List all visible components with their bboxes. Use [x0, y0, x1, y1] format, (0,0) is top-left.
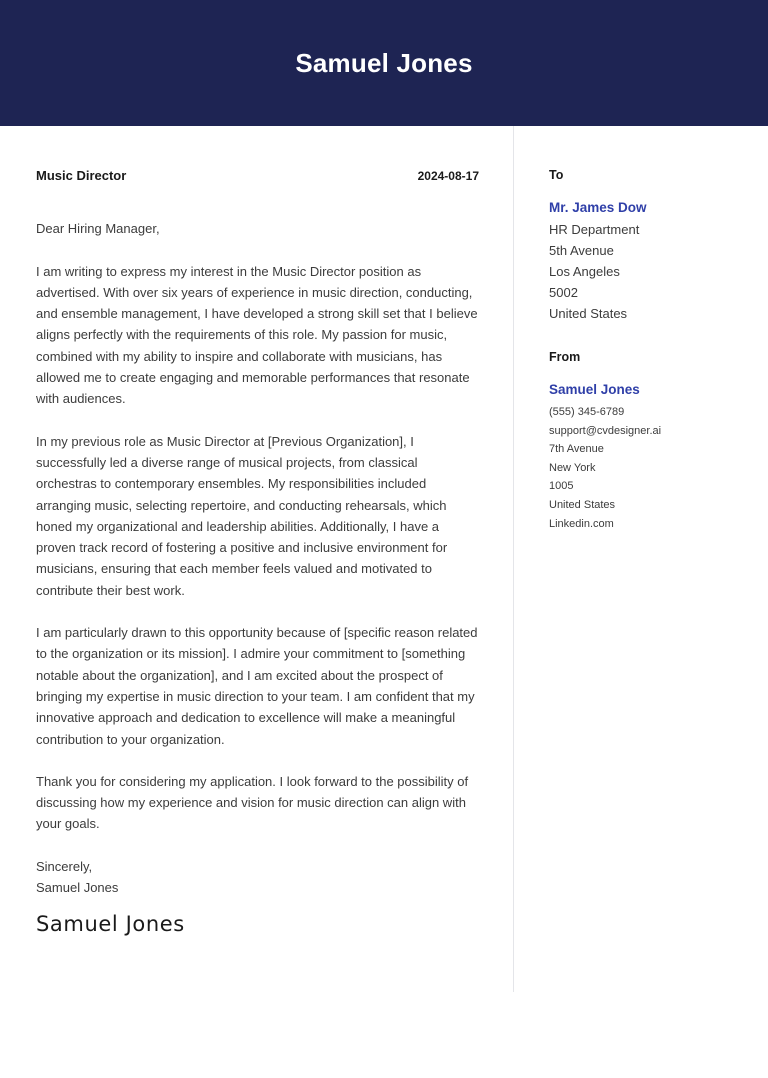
signature: Samuel Jones: [36, 911, 185, 936]
recipient-line: Los Angeles: [549, 264, 620, 279]
letter-meta: [36, 168, 479, 184]
letter-date: 2024-08-17: [417, 169, 479, 183]
closing-name: Samuel Jones: [36, 879, 119, 895]
recipient-line: United States: [549, 306, 628, 321]
salutation: Dear Hiring Manager,: [36, 220, 160, 236]
recipient-name: Mr. James Dow: [549, 200, 647, 215]
sender-line: 7th Avenue: [549, 443, 604, 456]
sender-name: Samuel Jones: [549, 382, 640, 397]
header-banner: [0, 0, 768, 126]
recipient-heading: To: [549, 168, 564, 182]
sender-line: New York: [549, 461, 596, 474]
letter-body: [0, 126, 768, 992]
sender-section: [549, 350, 750, 533]
sender-website: Linkedin.com: [549, 517, 614, 530]
recipient-line: 5002: [549, 285, 578, 300]
sender-phone: (555) 345-6789: [549, 406, 625, 418]
letter-paragraph-4: Thank you for considering my application. I look forward to the possibility of discussing how my experience and vision for music direction can align with your goals.: [36, 773, 469, 832]
sender-heading: From: [549, 350, 581, 364]
sender-line: 1005: [549, 480, 574, 493]
recipient-section: [549, 168, 750, 324]
closing-salutation: Sincerely,: [36, 858, 93, 874]
recipient-line: 5th Avenue: [549, 243, 614, 258]
job-title: Music Director: [36, 168, 127, 183]
recipient-line: HR Department: [549, 222, 640, 237]
letter-column: [0, 126, 513, 937]
letter-paragraph-2: In my previous role as Music Director at [Previous Organization], I successfully led a diverse range of musical projects, from classical orchestras to contemporary ensembles. My responsibilities included arranging music, selecting repertoire, and conducting rehearsals, which honed my organizational and leadership abilities. Additionally, I have a proven track record of fostering a positive and inclusive environment for musicians, ensuring that each member feels valued and motivated to contribute their best work.: [36, 433, 448, 598]
address-column: [514, 126, 768, 559]
sender-email: support@cvdesigner.ai: [549, 424, 662, 437]
sender-line: United States: [549, 498, 616, 511]
letter-paragraph-1: I am writing to express my interest in the Music Director position as advertised. With over six years of experience in music direction, conducting, and ensemble management, I have developed a strong skill set that I believe aligns perfectly with the requirements of this role. My passion for music, combined with my ability to inspire and collaborate with musicians, has allowed me to create engaging and memorable performances that resonate with audiences.: [36, 263, 478, 407]
letter-paragraph-3: I am particularly drawn to this opportunity because of [specific reason related to the organization or its mission]. I admire your commitment to [something notable about the organization], and I am excited about the prospect of bringing my expertise in music direction to your team. I am confident that my innovative approach and dedication to excellence will make a meaningful contribution to your organization.: [36, 625, 478, 747]
page-title: Samuel Jones: [295, 48, 473, 78]
closing-block: [36, 856, 479, 898]
